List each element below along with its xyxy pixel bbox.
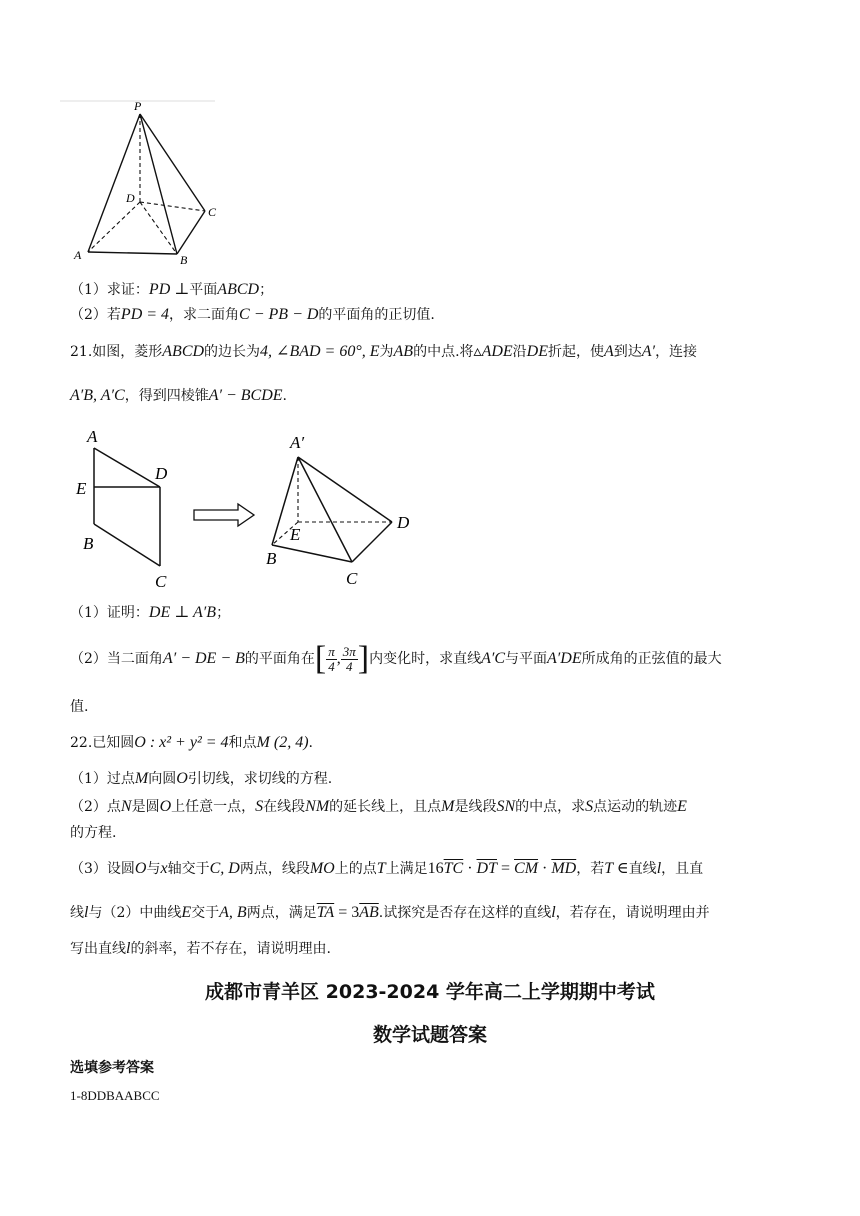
answer-subtitle: 数学试题答案 bbox=[372, 1024, 487, 1046]
q22-stem: 22.已知圆O : x² + y² = 4和点M (2, 4). bbox=[70, 734, 313, 751]
q21-part2: （2）当二面角A′ − DE − B的平面角在[ $\frac{\pi}{4}$ , $\frac{3\pi}{4}$ ]内变化时，求直线A′C与平面A′DE所成角的正弦值的最大 bbox=[70, 640, 722, 677]
vertex-label-c: C bbox=[208, 205, 217, 219]
q21-part2-continued: 值. bbox=[70, 699, 89, 715]
right-label-b: B bbox=[266, 549, 277, 568]
q20-part1: （1）求证：PD ⊥平面ABCD； bbox=[70, 281, 274, 298]
fold-arrow-icon bbox=[194, 504, 254, 526]
q21-stem-line1: 21.如图，菱形ABCD的边长为4, ∠BAD = 60°, E为AB的中点.将▵ADE沿DE折起，使A到达A′，连接 bbox=[70, 343, 698, 360]
vertex-label-p: P bbox=[134, 99, 142, 113]
vector-equation-q22: $16\overline{TC} \cdot \overline{DT} = \overline{CM} \cdot \overline{MD}$ bbox=[427, 860, 577, 877]
vertex-label-d: D bbox=[126, 191, 135, 205]
q22-part2: （2）点N是圆O上任意一点，S在线段NM的延长线上，且点M是线段SN的中点，求S点运动的轨迹E bbox=[70, 798, 687, 815]
q21-stem-line2: A′B, A′C，得到四棱锥A′ − BCDE. bbox=[70, 387, 287, 404]
q22-part3-line1: （3）设圆O与x轴交于C, D两点，线段MO上的点T上满足$16\overline{TC} \cdot \overline{DT} = \overline{CM} \cdot \overline{MD}$，若T ∈直线l，且直 bbox=[70, 860, 704, 877]
answer-key: 1-8DDBAABCC bbox=[70, 1088, 160, 1103]
answer-title: 成都市青羊区 2023-2024 学年高二上学期期中考试 bbox=[205, 981, 655, 1003]
right-label-d: D bbox=[397, 513, 410, 532]
left-label-b: B bbox=[83, 534, 94, 553]
left-label-c: C bbox=[155, 572, 167, 591]
vertex-label-b: B bbox=[180, 253, 188, 266]
q21-part1: （1）证明：DE ⊥ A′B； bbox=[70, 604, 231, 621]
pyramid-figure-q20 bbox=[60, 96, 230, 266]
vertex-label-a: A bbox=[74, 248, 82, 262]
right-label-c: C bbox=[346, 569, 358, 588]
left-label-a: A bbox=[87, 427, 98, 446]
right-label-e: E bbox=[290, 525, 301, 544]
q22-part3-line2: 线l与（2）中曲线E交于A, B两点，满足$\overline{TA} = 3\overline{AB}$.试探究是否存在这样的直线l，若存在，请说明理由并 bbox=[70, 904, 710, 921]
q22-part2-continued: 的方程. bbox=[70, 825, 117, 841]
left-label-d: D bbox=[155, 464, 168, 483]
vector-condition-q22: $\overline{TA} = 3\overline{AB}$ bbox=[316, 904, 379, 921]
folding-figure-q21 bbox=[70, 424, 430, 594]
q22-part1: （1）过点M向圆O引切线，求切线的方程. bbox=[70, 770, 333, 787]
left-label-e: E bbox=[76, 479, 87, 498]
q20-part2: （2）若PD = 4，求二面角C − PB − D的平面角的正切值. bbox=[70, 306, 435, 323]
right-label-a-prime: A′ bbox=[290, 433, 305, 452]
q22-part3-line3: 写出直线l的斜率，若不存在，请说明理由. bbox=[70, 940, 331, 957]
answer-section-heading: 选填参考答案 bbox=[70, 1060, 154, 1076]
